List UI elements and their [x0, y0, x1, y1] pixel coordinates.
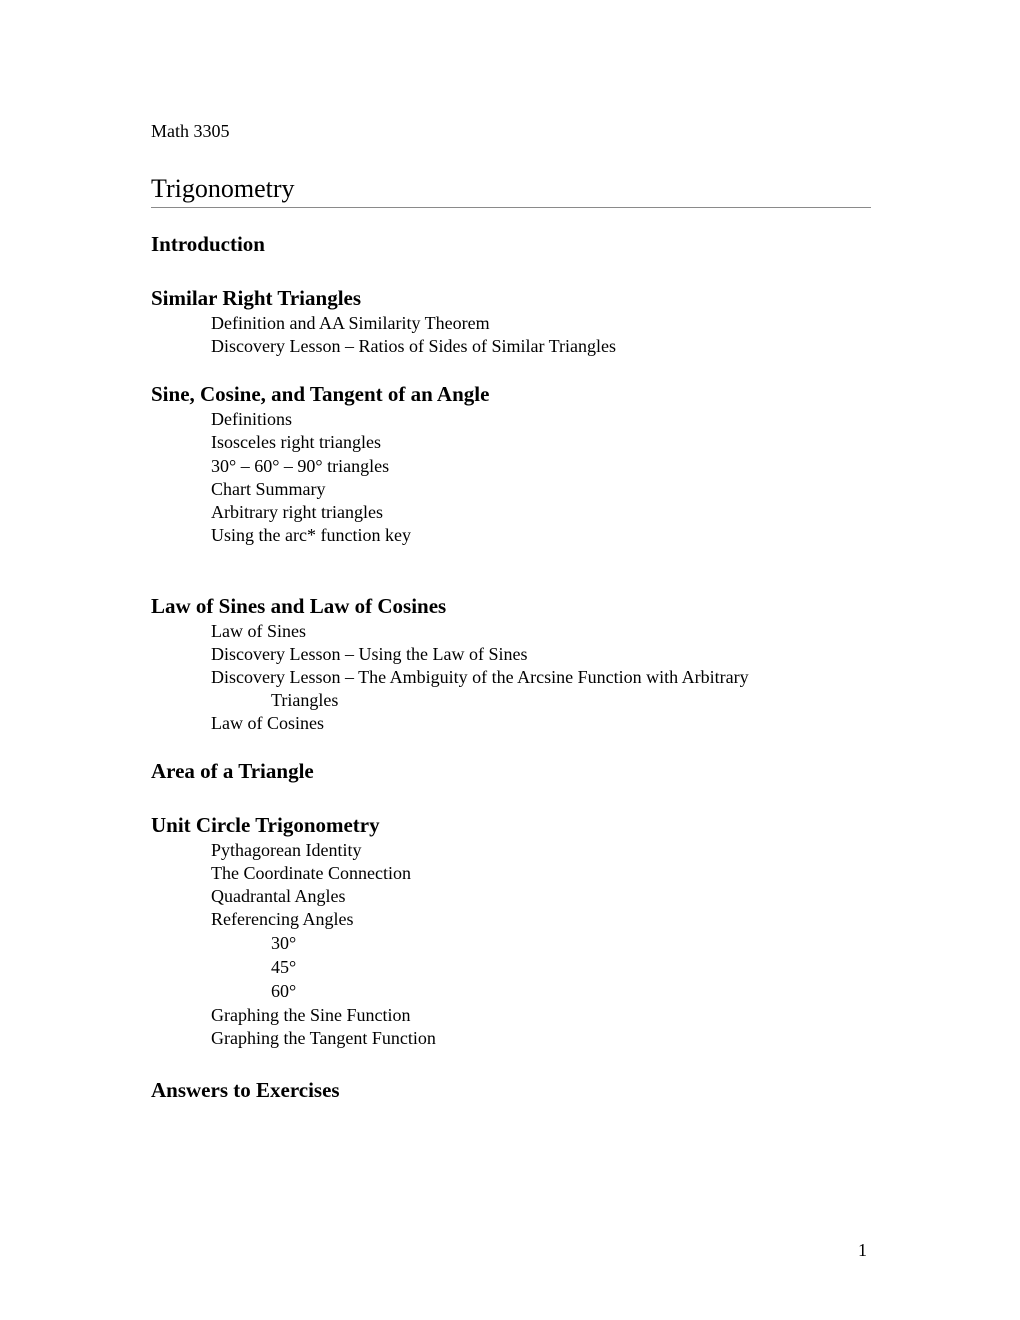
- section-heading-sine-cosine-tangent: Sine, Cosine, and Tangent of an Angle: [151, 382, 490, 406]
- toc-item: Discovery Lesson – The Ambiguity of the Arcsine Function with Arbitrary: [211, 667, 749, 687]
- toc-item: Definitions: [211, 409, 292, 429]
- toc-item: Definition and AA Similarity Theorem: [211, 313, 490, 333]
- toc-subitem: 45°: [271, 957, 297, 977]
- course-code: Math 3305: [151, 121, 230, 141]
- toc-item: Graphing the Tangent Function: [211, 1028, 436, 1048]
- section-heading-law-of-sines-cosines: Law of Sines and Law of Cosines: [151, 594, 447, 618]
- toc-item: Quadrantal Angles: [211, 886, 346, 906]
- toc-item: Pythagorean Identity: [211, 840, 362, 860]
- toc-subitem: 30°: [271, 933, 297, 953]
- toc-subitem: 60°: [271, 981, 297, 1001]
- title-divider: [151, 207, 871, 208]
- section-heading-area-of-triangle: Area of a Triangle: [151, 759, 314, 783]
- section-heading-answers: Answers to Exercises: [151, 1078, 340, 1102]
- toc-item: Arbitrary right triangles: [211, 502, 383, 522]
- toc-item: The Coordinate Connection: [211, 863, 411, 883]
- toc-item: Law of Sines: [211, 621, 306, 641]
- toc-item: Chart Summary: [211, 479, 326, 499]
- toc-item: Using the arc* function key: [211, 525, 411, 545]
- page-number: 1: [858, 1240, 867, 1260]
- toc-item: Law of Cosines: [211, 713, 324, 733]
- page-title: Trigonometry: [151, 174, 295, 203]
- toc-item: 30° – 60° – 90° triangles: [211, 456, 390, 476]
- toc-item: Referencing Angles: [211, 909, 354, 929]
- toc-item: Isosceles right triangles: [211, 432, 381, 452]
- toc-item: Discovery Lesson – Ratios of Sides of Similar Triangles: [211, 336, 616, 356]
- section-heading-unit-circle: Unit Circle Trigonometry: [151, 813, 380, 837]
- toc-item: Graphing the Sine Function: [211, 1005, 411, 1025]
- toc-item-continuation: Triangles: [271, 690, 339, 710]
- section-heading-introduction: Introduction: [151, 232, 265, 256]
- toc-item: Discovery Lesson – Using the Law of Sines: [211, 644, 528, 664]
- section-heading-similar-right-triangles: Similar Right Triangles: [151, 286, 362, 310]
